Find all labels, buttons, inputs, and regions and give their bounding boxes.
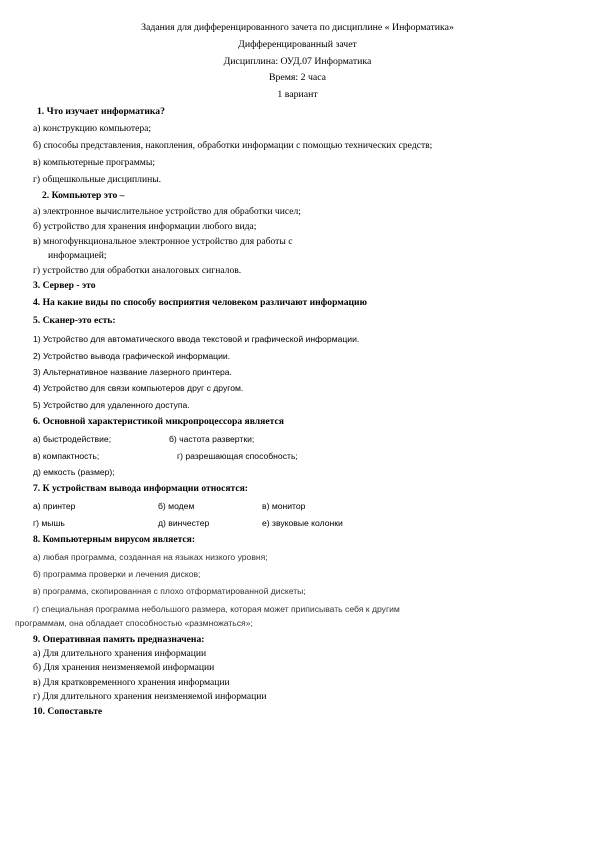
q8-option-c: в) программа, скопированная с плохо отформатированной дискеты; (33, 586, 306, 596)
q5-option-2: 2) Устройство вывода графической информации. (33, 351, 231, 361)
q6-option-e: д) емкость (размер); (33, 467, 115, 477)
q5-option-1: 1) Устройство для автоматического ввода текстовой и графической информации. (33, 334, 360, 344)
q6-option-d: г) разрешающая способность; (177, 451, 298, 461)
q2-option-b: б) устройство для хранения информации любого вида; (33, 221, 257, 232)
q1-option-d: г) общешкольные дисциплины. (33, 174, 162, 185)
q7-option-e: д) винчестер (158, 518, 210, 528)
variant-line: 1 вариант (277, 89, 318, 100)
q5-option-3: 3) Альтернативное название лазерного принтера. (33, 367, 232, 377)
q8-option-d: г) специальная программа небольшого размера, которая может приписывать себя к другим (33, 604, 400, 614)
q6-option-b: б) частота развертки; (169, 434, 255, 444)
q5-option-5: 5) Устройство для удаленного доступа. (33, 400, 190, 410)
q8-option-d-cont: программам, она обладает способностью «размножаться»; (15, 618, 253, 628)
q9-option-b: б) Для хранения неизменяемой информации (33, 662, 215, 673)
q8-option-b: б) программа проверки и лечения дисков; (33, 569, 201, 579)
q1-option-b: б) способы представления, накопления, обработки информации с помощью технических средств; (33, 140, 433, 151)
q1-option-c: в) компьютерные программы; (33, 157, 155, 168)
document-subtitle: Дифференцированный зачет (238, 39, 357, 50)
q9-option-a: а) Для длительного хранения информации (33, 648, 207, 659)
q9-option-d: г) Для длительного хранения неизменяемой информации (33, 691, 267, 702)
q7-option-c: в) монитор (262, 501, 306, 511)
q8-option-a: а) любая программа, созданная на языках низкого уровня; (33, 552, 268, 562)
question-10: 10. Сопоставьте (33, 706, 103, 717)
q2-option-d: г) устройство для обработки аналоговых сигналов. (33, 265, 242, 276)
time-line: Время: 2 часа (268, 72, 327, 83)
question-7: 7. К устройствам вывода информации относятся: (33, 483, 248, 494)
question-6: 6. Основной характеристикой микропроцессора является (33, 416, 284, 427)
question-8: 8. Компьютерным вирусом является: (33, 534, 196, 545)
q1-option-a: а) конструкцию компьютера; (33, 123, 152, 134)
question-2: 2. Компьютер это – (42, 190, 125, 201)
q2-option-c: в) многофункциональное электронное устройство для работы с (33, 236, 293, 247)
q7-option-a: а) принтер (33, 501, 76, 511)
q9-option-c: в) Для кратковременного хранения информации (33, 677, 230, 688)
q5-option-4: 4) Устройство для связи компьютеров друг с другом. (33, 383, 244, 393)
q2-option-c-cont: информацией; (48, 250, 107, 261)
discipline-line: Дисциплина: ОУД.07 Информатика (223, 56, 372, 67)
q7-option-b: б) модем (158, 501, 195, 511)
question-3: 3. Сервер - это (33, 280, 96, 291)
q6-option-c: в) компактность; (33, 451, 100, 461)
question-1: 1. Что изучает информатика? (37, 106, 165, 117)
question-5: 5. Сканер-это есть: (33, 315, 116, 326)
document-title: Задания для дифференцированного зачета по дисциплине « Информатика» (141, 22, 454, 33)
q7-option-d: г) мышь (33, 518, 65, 528)
q2-option-a: а) электронное вычислительное устройство для обработки чисел; (33, 206, 301, 217)
q7-option-f: е) звуковые колонки (262, 518, 343, 528)
q6-option-a: а) быстродействие; (33, 434, 112, 444)
question-9: 9. Оперативная память предназначена: (33, 634, 205, 645)
question-4: 4. На какие виды по способу восприятия человеком различают информацию (33, 297, 367, 308)
